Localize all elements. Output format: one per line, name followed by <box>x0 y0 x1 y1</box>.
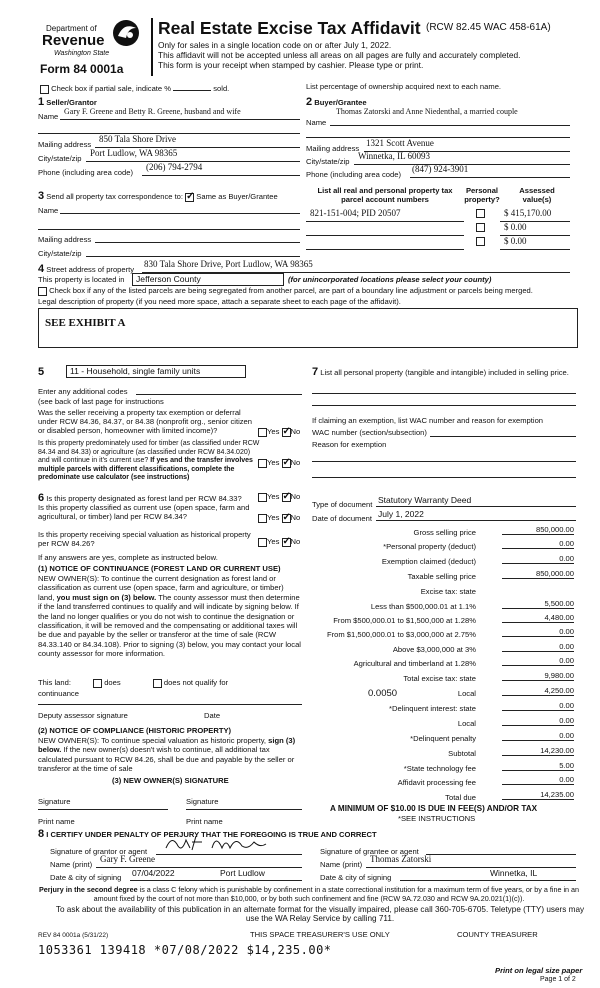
q-exemption-yes-checkbox[interactable] <box>258 428 267 437</box>
buyer-name-value: Thomas Zatorski and Anne Niedenthal, a married couple <box>336 107 518 116</box>
tax-value-total-state[interactable]: 9,980.00 <box>502 671 574 681</box>
property-street-field[interactable] <box>142 259 570 273</box>
minimum-due-note: A MINIMUM OF $10.00 IS DUE IN FEE(S) AND/OR TAX <box>330 804 538 813</box>
perjury-body: is a class C felony which is punishable by confinement in a state correctional institution for a maximum term of five years, or by a fine in an amount fixed by the court of not more than $10,000, or by both such confinement and fine (RCW 9A.72.030 and RCW 9A.20.021(1)(c)). <box>93 885 580 903</box>
legal-paper-note: Print on legal size paper <box>495 966 583 975</box>
exemption-reason-line-1[interactable] <box>312 460 576 462</box>
section4-street-label: Street address of property <box>46 265 135 274</box>
tax-value-personal[interactable]: 0.00 <box>502 539 574 549</box>
parcel-row-1-value-field[interactable] <box>500 222 570 236</box>
tax-label-local: Local <box>457 689 476 698</box>
parcel-row-0-number-field[interactable] <box>306 208 464 222</box>
q-current-use-yes-label: Yes <box>267 513 280 522</box>
parcel-row-0-number: 821-151-004; PID 20507 <box>310 208 401 218</box>
legal-description-value: SEE EXHIBIT A <box>45 317 126 329</box>
wac-number-label: WAC number (section/subsection) <box>312 428 427 437</box>
parcel-row-2-number-field[interactable] <box>306 240 464 250</box>
section3-heading <box>38 190 278 202</box>
section7-label: List all personal property (tangible and intangible) included in selling price. <box>320 368 569 377</box>
revenue-wordmark: Revenue <box>42 32 105 49</box>
buyer-title: Buyer/Grantee <box>314 98 367 107</box>
seller-name-line2[interactable] <box>38 124 300 134</box>
notice2-text-c: If the new owner(s) doesn't wish to continue, all additional tax calculated pursuant to RCW 84.26, shall be due and payable by the seller or transferor at the time of sale <box>38 745 295 774</box>
q-current-use-no-label: No <box>290 513 301 522</box>
tax-value-tier4[interactable]: 0.00 <box>502 642 574 652</box>
grantor-city-value: Port Ludlow <box>220 868 265 878</box>
q-current-use-yes-checkbox[interactable] <box>258 514 267 523</box>
page-number: Page 1 of 2 <box>540 976 576 983</box>
seller-name-field[interactable] <box>60 107 300 120</box>
segregated-checkbox[interactable] <box>38 287 47 296</box>
tax-label-penalty: *Delinquent penalty <box>410 734 476 743</box>
q-timber-answer <box>258 458 300 468</box>
tax-value-agri[interactable]: 0.00 <box>502 656 574 666</box>
section3-label: Send all property tax correspondence to: <box>46 192 184 201</box>
partial-sale-row <box>40 82 300 94</box>
legal-description-field[interactable] <box>38 308 578 348</box>
new-owner-signature-field-1[interactable] <box>38 808 168 810</box>
section3-mailing-field[interactable] <box>95 233 300 243</box>
header-sub3: This form is your receipt when stamped by cashier. Please type or print. <box>158 60 424 70</box>
cashier-stamp: 1053361 139418 *07/08/2022 $14,235.00* <box>38 943 332 957</box>
land-does-not-label: does not qualify for <box>163 678 229 687</box>
partial-sale-percent-field[interactable] <box>173 82 211 91</box>
this-land-row <box>38 678 302 688</box>
section7-heading <box>312 366 576 378</box>
notice1-text-a: NEW OWNER(S): To continue the current designation as forest land or classification as current use (open space, farm and agriculture, or timber) land, <box>38 574 284 602</box>
q-current-use-text: Is this property classified as current use (open space, farm and agricultural, or timber) land per RCW 84.34? <box>38 503 250 521</box>
q-historic-yes-label: Yes <box>267 537 280 546</box>
notice2-text-a: NEW OWNER(S): To continue special valuation as historic property, <box>38 736 269 745</box>
header-divider <box>151 18 153 76</box>
doc-type-field[interactable] <box>376 497 576 507</box>
dept-of-text: Department of <box>46 24 97 33</box>
section8-number: 8 <box>38 828 45 840</box>
tax-label-delinquent-state: *Delinquent interest: state <box>389 704 476 713</box>
new-owner-print-label-2: Print name <box>186 817 223 826</box>
land-does-label: does <box>104 678 121 687</box>
partial-sale-label: Check box if partial sale, indicate % <box>51 84 171 93</box>
doc-date-label: Date of document <box>312 514 372 523</box>
doc-date-value: July 1, 2022 <box>378 509 424 519</box>
q-current-use-no-checkbox[interactable] <box>282 514 291 523</box>
tax-value-tier3[interactable]: 0.00 <box>502 627 574 637</box>
new-owner-sig-label-2: Signature <box>186 797 219 806</box>
wac-number-field[interactable] <box>430 427 576 437</box>
grantor-name-value: Gary F. Greene <box>100 854 156 864</box>
doc-type-label: Type of document <box>312 500 373 509</box>
tax-label-agri: Agricultural and timberland at 1.28% <box>353 659 476 668</box>
land-use-code-select[interactable] <box>66 365 246 378</box>
section3-city-label: City/state/zip <box>38 249 82 258</box>
form-number: Form 84 0001a <box>40 62 124 76</box>
parcel-row-2-personal-checkbox[interactable] <box>476 237 485 246</box>
notice2-body <box>38 736 302 774</box>
buyer-mailing-value: 1321 Scott Avenue <box>366 138 434 148</box>
seller-city-value: Port Ludlow, WA 98365 <box>90 148 178 158</box>
q-timber-yes-label: Yes <box>267 458 280 467</box>
grantor-date-city-label: Date & city of signing <box>50 873 122 882</box>
q-historic-no-checkbox[interactable] <box>282 538 291 547</box>
grantee-city-value: Winnetka, IL <box>490 868 538 878</box>
section3-city-field[interactable] <box>86 247 300 257</box>
land-does-not-checkbox[interactable] <box>153 679 162 688</box>
partial-sale-sold: sold. <box>213 84 230 93</box>
parcel-row-1-value: $ 0.00 <box>504 222 527 232</box>
parcel-row-0-value-field[interactable] <box>500 208 570 222</box>
dor-swirl-icon <box>110 18 142 48</box>
tax-label-processing: Affidavit processing fee <box>397 778 476 787</box>
q-timber-yes-checkbox[interactable] <box>258 459 267 468</box>
form-rcw: (RCW 82.45 WAC 458-61A) <box>426 22 551 33</box>
perjury-notice <box>28 885 590 903</box>
tax-label-tier4: Above $3,000,000 at 3% <box>392 645 476 654</box>
tax-value-technology[interactable]: 5.00 <box>502 761 574 771</box>
unincorporated-note: (for unincorporated locations please select your county) <box>288 275 492 284</box>
tax-value-penalty[interactable]: 0.00 <box>502 731 574 741</box>
section8-certify: I CERTIFY UNDER PENALTY OF PERJURY THAT THE FOREGOING IS TRUE AND CORRECT <box>46 830 377 839</box>
section5-number: 5 <box>38 366 45 378</box>
section4-street-row <box>38 263 134 275</box>
exemption-reason-label: Reason for exemption <box>312 440 387 449</box>
grantor-name-label: Name (print) <box>50 860 93 869</box>
perjury-heading: Perjury in the second degree <box>38 885 138 894</box>
section3-number: 3 <box>38 190 45 202</box>
q-exemption-answer <box>258 427 300 437</box>
same-as-buyer-checkbox[interactable] <box>185 193 194 202</box>
q-exemption-no-checkbox[interactable] <box>282 428 291 437</box>
q-historic-answer <box>258 537 300 547</box>
buyer-name-label: Name <box>306 118 327 127</box>
q-forest-answer <box>258 492 300 502</box>
q-historic-text: Is this property receiving special valuation as historical property per RCW 84.26? <box>38 530 251 548</box>
notice1-title: (1) NOTICE OF CONTINUANCE (FOREST LAND OR CURRENT USE) <box>38 564 281 573</box>
parcel-row-0-value: $ 415,170.00 <box>504 208 552 218</box>
tax-table <box>306 522 576 812</box>
parcels-col1-header: List all real and personal property tax parcel account numbers <box>317 186 453 204</box>
dor-logo <box>40 18 144 62</box>
q-historic-yes-checkbox[interactable] <box>258 538 267 547</box>
seller-city-field[interactable] <box>86 148 300 162</box>
seller-mailing-field[interactable] <box>95 134 300 148</box>
parcel-row-1-number-field[interactable] <box>306 226 464 236</box>
section6-number: 6 <box>38 492 45 504</box>
notice1-text-b: you must sign on (3) below. <box>56 592 157 602</box>
property-street-value: 830 Tala Shore Drive, Port Ludlow, WA 98365 <box>144 259 313 269</box>
grantee-name-label: Name (print) <box>320 860 363 869</box>
tax-label-taxable: Taxable selling price <box>407 572 476 581</box>
partial-sale-checkbox[interactable] <box>40 85 49 94</box>
exemption-label: If claiming an exemption, list WAC number and reason for exemption <box>312 416 544 425</box>
grantee-signature-field[interactable] <box>426 846 576 855</box>
same-as-buyer-label: Same as Buyer/Grantee <box>196 192 278 201</box>
new-owner-signature-field-2[interactable] <box>186 808 302 810</box>
buyer-phone-value: (847) 924-3901 <box>412 164 469 174</box>
q-exemption-yes-label: Yes <box>267 427 280 436</box>
parcels-col3-header: Assessed value(s) <box>519 186 555 204</box>
tax-value-exemption[interactable]: 0.00 <box>502 554 574 564</box>
header-sub1: Only for sales in a single location code on or after July 1, 2022. <box>158 40 392 50</box>
q-timber-text <box>38 440 260 483</box>
washington-state-text: Washington State <box>54 50 110 57</box>
grantor-date-city-field[interactable] <box>130 868 302 881</box>
deputy-date-label: Date <box>204 711 221 720</box>
section7-number: 7 <box>312 366 319 378</box>
seller-phone-value: (206) 794-2794 <box>146 162 203 172</box>
property-located-label: This property is located in <box>38 275 125 284</box>
form-revision: REV 84 0001a (5/31/22) <box>38 932 109 939</box>
section3-name-label: Name <box>38 206 59 215</box>
tax-label-personal: *Personal property (deduct) <box>383 542 476 551</box>
tax-label-total-state: Total excise tax: state <box>403 674 476 683</box>
tax-label-excise-state: Excise tax: state <box>420 587 476 596</box>
grantor-name-field[interactable] <box>96 854 302 868</box>
seller-city-label: City/state/zip <box>38 154 82 163</box>
section4-number: 4 <box>38 263 45 275</box>
notice1-text-c: The county assessor must then determine if the land transferred continues to qualify and will indicate by signing below. If the land no longer qualifies or you do not wish to continue the designation or classification, it will be removed and the compensating or additional taxes will be due and payable by the seller or transferor at the time of sale (RCW 84.33.140 or 84.34.108). Prior to signing (3) below, you may contact your local county assessor for more information. <box>38 592 301 659</box>
tax-value-total-due[interactable]: 14,235.00 <box>502 790 574 800</box>
tax-value-taxable[interactable]: 850,000.00 <box>502 569 574 579</box>
tax-label-delinquent-local: Local <box>457 719 476 728</box>
seller-number: 1 <box>38 96 45 108</box>
deputy-signature-label: Deputy assessor signature <box>38 711 128 720</box>
buyer-city-value: Winnetka, IL 60093 <box>358 151 431 161</box>
county-select[interactable] <box>132 273 284 286</box>
tax-label-tier2: From $500,000.01 to $1,500,000 at 1.28% <box>333 616 476 625</box>
additional-codes-label: Enter any additional codes <box>38 387 128 396</box>
buyer-city-label: City/state/zip <box>306 157 350 166</box>
county-treasurer-label: COUNTY TREASURER <box>457 930 538 939</box>
deputy-signature-field[interactable] <box>38 703 302 705</box>
q-forest-yes-label: Yes <box>267 492 280 501</box>
buyer-phone-label: Phone (including area code) <box>306 170 401 179</box>
q-forest-yes-checkbox[interactable] <box>258 493 267 502</box>
exemption-reason-line-2[interactable] <box>312 476 576 478</box>
tax-value-gross[interactable]: 850,000.00 <box>502 525 574 535</box>
seller-mailing-value: 850 Tala Shore Drive <box>99 134 176 144</box>
tax-value-tier1[interactable]: 5,500.00 <box>502 599 574 609</box>
grantee-signature-label: Signature of grantee or agent <box>320 847 419 856</box>
q-forest-no-checkbox[interactable] <box>282 493 291 502</box>
segregated-row <box>38 286 578 296</box>
tax-label-gross: Gross selling price <box>413 528 476 537</box>
buyer-name-field[interactable] <box>330 107 570 126</box>
q-current-use-answer <box>258 513 300 523</box>
buyer-phone-field[interactable] <box>410 164 570 178</box>
tax-value-subtotal[interactable]: 14,230.00 <box>502 746 574 756</box>
grantor-date-value: 07/04/2022 <box>132 868 175 878</box>
seller-phone-field[interactable] <box>142 162 300 176</box>
q-timber-text-b: If yes and the transfer involves multiple parcels with different classifications, complete the predominate use calculator (see instructions) <box>38 457 253 481</box>
grantor-signature-label: Signature of grantor or agent <box>50 847 148 856</box>
buyer-mailing-label: Mailing address <box>306 144 360 153</box>
land-use-code-value: 11 - Household, single family units <box>70 366 201 376</box>
q-historic-no-label: No <box>290 537 301 546</box>
accessibility-note: To ask about the availability of this publication in an alternate format for the visually impaired, please call 360-705-6705. Teletype (TTY) users may use the WA Relay Service by calling 711. <box>55 905 585 923</box>
legal-description-label: Legal description of property (if you need more space, attach a separate sheet to each page of the affidavit). <box>38 297 401 306</box>
q-timber-no-label: No <box>290 458 301 467</box>
new-owner-signature-title: (3) NEW OWNER(S) SIGNATURE <box>112 776 229 785</box>
parcel-row-2-value: $ 0.00 <box>504 236 527 246</box>
notice2-text-b: sign (3) below. <box>38 736 296 755</box>
new-owner-print-label-1: Print name <box>38 817 75 826</box>
see-instructions-note: *SEE INSTRUCTIONS <box>398 814 476 823</box>
seller-phone-label: Phone (including area code) <box>38 168 133 177</box>
tax-label-exemption: Exemption claimed (deduct) <box>381 557 476 566</box>
notice2-title: (2) NOTICE OF COMPLIANCE (HISTORIC PROPERTY) <box>38 726 232 735</box>
header-sub2: This affidavit will not be accepted unless all areas on all pages are fully and accurately completed. <box>158 50 521 60</box>
seller-title: Seller/Grantor <box>46 98 97 107</box>
segregated-label: Check box if any of the listed parcels are being segregated from another parcel, are part of a boundary line adjustment or parcels being merged. <box>49 286 533 295</box>
grantor-signature-scribble <box>162 832 292 854</box>
personal-property-line-2[interactable] <box>312 404 576 406</box>
notice1-body <box>38 574 302 659</box>
buyer-number: 2 <box>306 96 313 108</box>
additional-codes-field[interactable] <box>136 385 302 395</box>
personal-property-line-1[interactable] <box>312 392 576 394</box>
if-yes-note: If any answers are yes, complete as instructed below. <box>38 553 218 562</box>
tax-label-tier3: From $1,500,000.01 to $3,000,000 at 2.75% <box>326 630 476 639</box>
seller-name-value: Gary F. Greene and Betty R. Greene, husband and wife <box>64 107 241 116</box>
parcel-row-0-personal-checkbox[interactable] <box>476 209 485 218</box>
tax-label-subtotal: Subtotal <box>448 749 476 758</box>
grantee-name-field[interactable] <box>366 854 576 868</box>
seller-mailing-label: Mailing address <box>38 140 92 149</box>
local-rate-value: 0.0050 <box>368 688 398 699</box>
form-title: Real Estate Excise Tax Affidavit <box>158 18 421 38</box>
new-owner-sig-label-1: Signature <box>38 797 71 806</box>
ownership-note: List percentage of ownership acquired next to each name. <box>306 82 502 91</box>
q-forest-text: Is this property designated as forest land per RCW 84.33? <box>46 494 242 503</box>
seller-name-label: Name <box>38 112 59 121</box>
buyer-name-line2[interactable] <box>306 128 570 138</box>
land-does-checkbox[interactable] <box>93 679 102 688</box>
grantee-name-value: Thomas Zatorski <box>370 854 432 864</box>
doc-date-field[interactable] <box>376 511 576 521</box>
tax-label-tier1: Less than $500,000.01 at 1.1% <box>370 602 476 611</box>
q-exemption-no-label: No <box>290 427 301 436</box>
parcels-col2-header: Personal property? <box>464 186 500 204</box>
treasurer-use-label: THIS SPACE TREASURER'S USE ONLY <box>250 930 390 939</box>
see-back-label: (see back of last page for instructions <box>38 397 164 406</box>
continuance-label: continuance <box>38 689 79 698</box>
grantor-signature-field[interactable] <box>156 838 302 855</box>
tax-value-tier2[interactable]: 4,480.00 <box>502 613 574 623</box>
q-exemption-text: Was the seller receiving a property tax exemption or deferral under RCW 84.36, 84.37, or 84.38 (nonprofit org., senior citizen or disabled person, homeowner with limited income)? <box>38 408 253 435</box>
county-select-value: Jefferson County <box>136 274 201 284</box>
tax-value-local[interactable]: 4,250.00 <box>502 686 574 696</box>
doc-type-value: Statutory Warranty Deed <box>378 495 472 505</box>
this-land-label: This land: <box>38 678 71 687</box>
tax-value-delinquent-state[interactable]: 0.00 <box>502 701 574 711</box>
q-timber-text-a: Is this property predominately used for timber (as classified under RCW 84.34 and 84.33) or agriculture (as classified under RCW 84.34.020) and will continue in it's current use? <box>38 440 260 464</box>
tax-value-processing[interactable]: 0.00 <box>502 775 574 785</box>
tax-value-delinquent-local[interactable]: 0.00 <box>502 716 574 726</box>
q-forest-no-label: No <box>290 492 301 501</box>
tax-label-total-due: Total due <box>445 793 476 802</box>
grantee-date-city-label: Date & city of signing <box>320 873 392 882</box>
section3-name-line2[interactable] <box>38 220 300 230</box>
section3-mailing-label: Mailing address <box>38 235 92 244</box>
q-timber-no-checkbox[interactable] <box>282 459 291 468</box>
section3-name-field[interactable] <box>60 204 300 214</box>
parcel-row-2-value-field[interactable] <box>500 236 570 250</box>
parcel-row-1-personal-checkbox[interactable] <box>476 223 485 232</box>
grantee-date-city-field[interactable] <box>400 868 576 881</box>
tax-label-technology: *State technology fee <box>403 764 476 773</box>
